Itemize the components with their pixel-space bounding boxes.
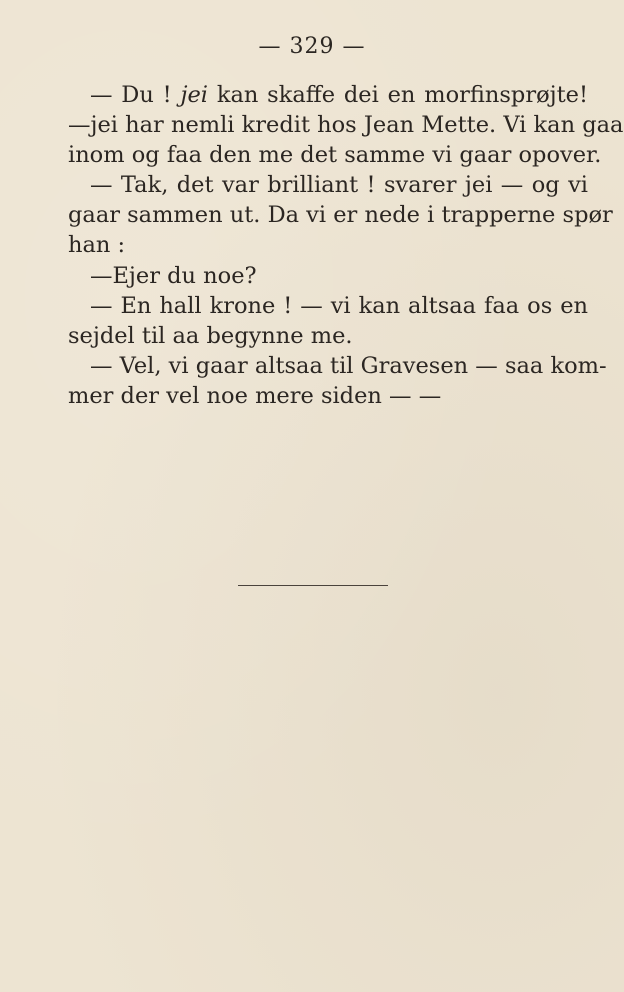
text-line-4: — Tak, det var brilliant ! svarer jei — og vi (90, 172, 588, 199)
text-line-6: han : (68, 232, 126, 259)
end-rule (238, 585, 388, 586)
text-line-1-start: — Du ! (90, 82, 181, 108)
text-line-1-emphasis: jei (180, 82, 209, 108)
body-text (68, 80, 624, 411)
text-line-3: inom og faa den me det samme vi gaar opover. (68, 142, 602, 169)
text-line-7: —Ejer du noe? (90, 262, 257, 289)
text-line-8: — En hall krone ! — vi kan altsaa faa os en (90, 292, 588, 319)
text-line-10: — Vel, vi gaar altsaa til Gravesen — saa kom- (90, 352, 607, 379)
text-line-9: sejdel til aa begynne me. (68, 322, 353, 349)
text-line-2: —jei har nemli kredit hos Jean Mette. Vi kan gaa (68, 112, 624, 139)
text-line-1-end: kan skaffe dei en morfinsprøjte! (208, 82, 588, 108)
text-line-5: gaar sammen ut. Da vi er nede i trapperne spør (68, 202, 613, 229)
text-line-11: mer der vel noe mere siden — — (68, 382, 442, 409)
text-line-1 (68, 80, 588, 110)
page-number: — 329 — (258, 34, 366, 59)
